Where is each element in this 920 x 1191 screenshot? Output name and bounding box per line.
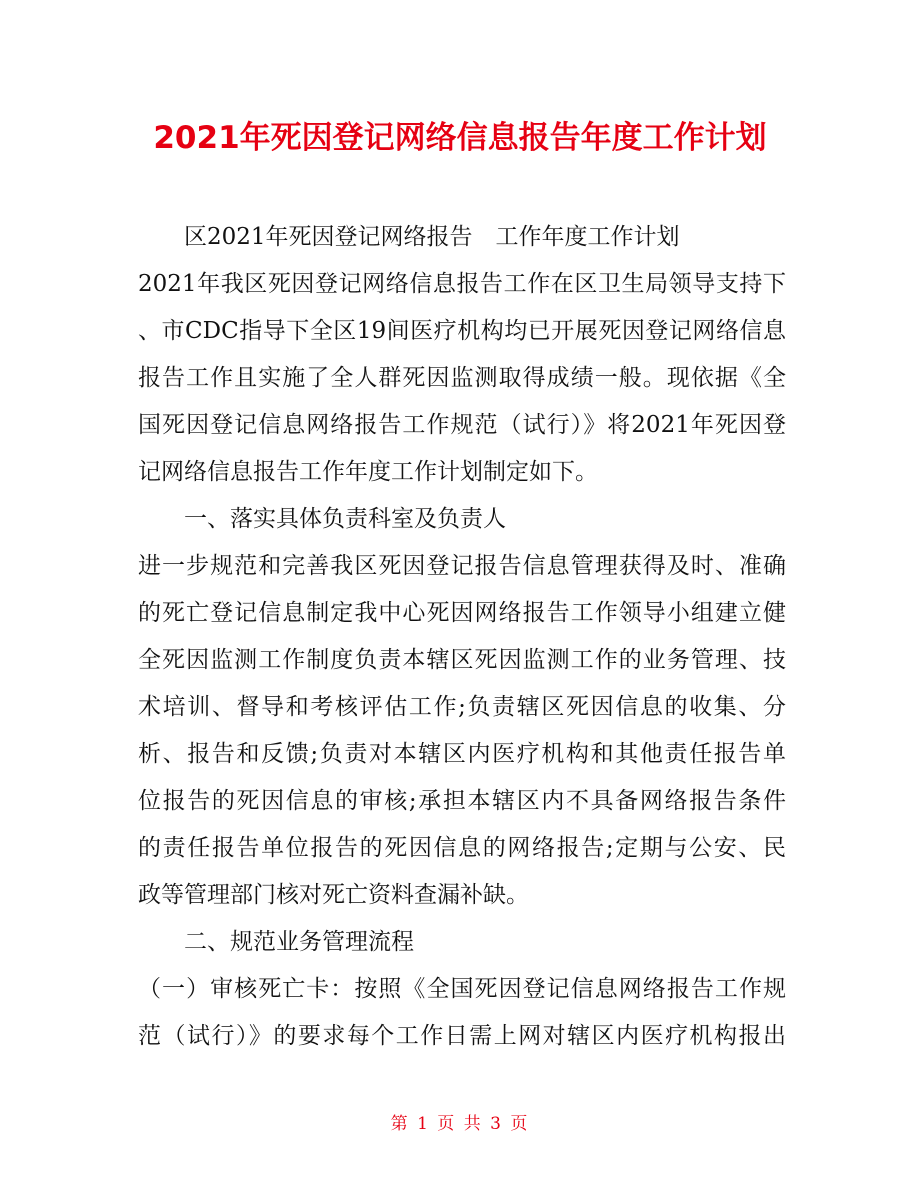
paragraph-line: 进一步规范和完善我区死因登记报告信息管理获得及时、准确 xyxy=(138,553,786,579)
subtitle-line: 区2021年死因登记网络报告 工作年度工作计划 xyxy=(184,224,680,250)
paragraph-line: （一）审核死亡卡：按照《全国死因登记信息网络报告工作规 xyxy=(138,976,786,1002)
paragraph-line: 的责任报告单位报告的死因信息的网络报告;定期与公安、民 xyxy=(138,835,786,861)
paragraph-line: 范（试行）》的要求每个工作日需上网对辖区内医疗机构报出 xyxy=(138,1023,786,1049)
paragraph-line: 记网络信息报告工作年度工作计划制定如下。 xyxy=(138,459,598,485)
paragraph-line: 析、报告和反馈;负责对本辖区内医疗机构和其他责任报告单 xyxy=(138,741,786,767)
paragraph-line: 2021年我区死因登记网络信息报告工作在区卫生局领导支持下 xyxy=(138,271,786,297)
paragraph-line: 全死因监测工作制度负责本辖区死因监测工作的业务管理、技 xyxy=(138,647,786,673)
paragraph-line: 、市CDC指导下全区19间医疗机构均已开展死因登记网络信息 xyxy=(138,318,786,344)
paragraph-line: 术培训、督导和考核评估工作;负责辖区死因信息的收集、分 xyxy=(138,694,786,720)
paragraph-line: 位报告的死因信息的审核;承担本辖区内不具备网络报告条件 xyxy=(138,788,786,814)
document-body xyxy=(138,214,786,1060)
section-heading-2: 二、规范业务管理流程 xyxy=(184,929,414,955)
paragraph-line: 报告工作且实施了全人群死因监测取得成绩一般。现依据《全 xyxy=(138,365,786,391)
document-title: 2021年死因登记网络信息报告年度工作计划 xyxy=(153,120,767,156)
paragraph-line: 的死亡登记信息制定我中心死因网络报告工作领导小组建立健 xyxy=(138,600,786,626)
paragraph-line: 国死因登记信息网络报告工作规范（试行）》将2021年死因登 xyxy=(138,412,786,438)
page-footer: 第 1 页 共 3 页 xyxy=(390,1114,530,1134)
section-heading-1: 一、落实具体负责科室及负责人 xyxy=(184,506,506,532)
paragraph-line: 政等管理部门核对死亡资料查漏补缺。 xyxy=(138,882,529,908)
